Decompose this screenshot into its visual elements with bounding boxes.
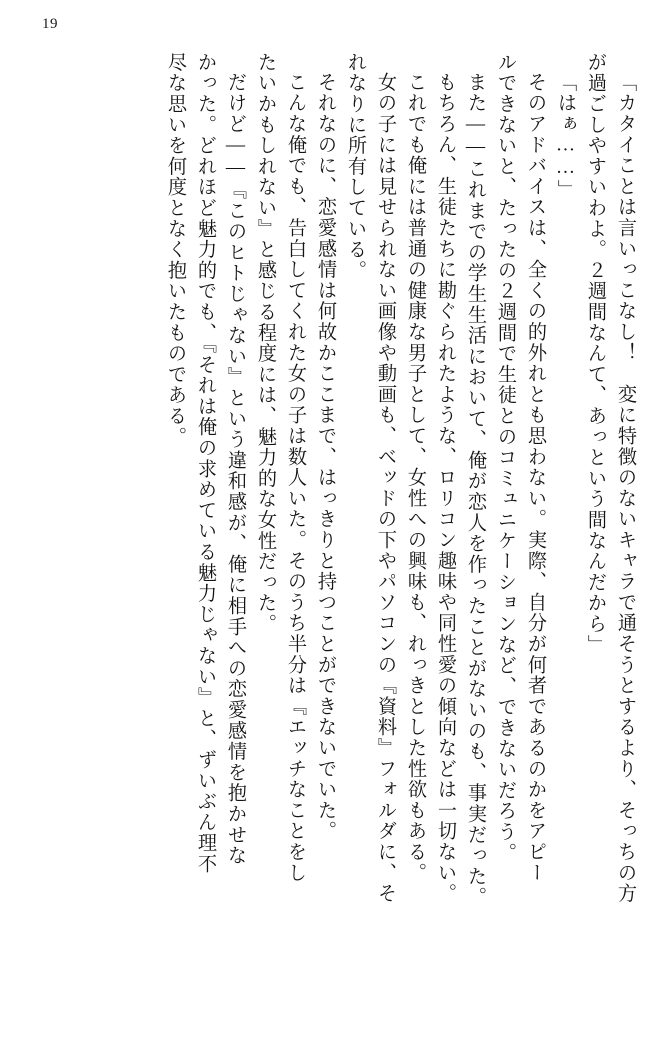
text-line: かった。どれほど魅力的でも、『それは俺の求めている魅力じゃない』と、ずいぶん理不 xyxy=(195,52,216,875)
text-line: 「カタイことは言いっこなし！ 変に特徴のないキャラで通そうとするより、そっちの方 xyxy=(615,72,636,904)
text-line: れなりに所有している。 xyxy=(345,52,366,281)
text-line: だけど――『このヒトじゃない』という違和感が、俺に相手への恋愛感情を抱かせな xyxy=(225,72,246,866)
text-line: もちろん、生徒たちに勘ぐられたような、ロリコン趣味や同性愛の傾向などは一切ない。 xyxy=(435,72,456,904)
text-line: そのアドバイスは、全くの的外れとも思わない。実際、自分が何者であるのかをアピー xyxy=(525,72,546,884)
text-line: これでも俺には普通の健康な男子として、女性への興味も、れっきとした性欲もある。 xyxy=(405,72,426,884)
text-line: が過ごしやすいわよ。２週間なんて、あっという間なんだから」 xyxy=(585,52,606,656)
text-line: 「はぁ……」 xyxy=(555,72,576,201)
text-line: たいかもしれない』と感じる程度には、魅力的な女性だった。 xyxy=(255,52,276,635)
text-line: また――これまでの学生生活において、俺が恋人を作ったことがないのも、事実だった。 xyxy=(465,72,486,908)
text-line: ルできないと、たったの２週間で生徒とのコミュニケーションなど、できないだろう。 xyxy=(495,52,516,864)
text-line: 女の子には見せられない画像や動画も、ベッドの下やパソコンの『資料』フォルダに、そ xyxy=(375,72,396,904)
text-line: それなのに、恋愛感情は何故かここまで、はっきりと持つことができないでいた。 xyxy=(315,72,336,842)
text-line: こんな俺でも、告白してくれた女の子は数人いた。そのうち半分は『エッチなことをし xyxy=(285,72,306,884)
body-text xyxy=(34,52,635,1012)
page-number: 19 xyxy=(42,16,58,32)
text-line: 尽な思いを何度となく抱いたものである。 xyxy=(165,52,186,448)
